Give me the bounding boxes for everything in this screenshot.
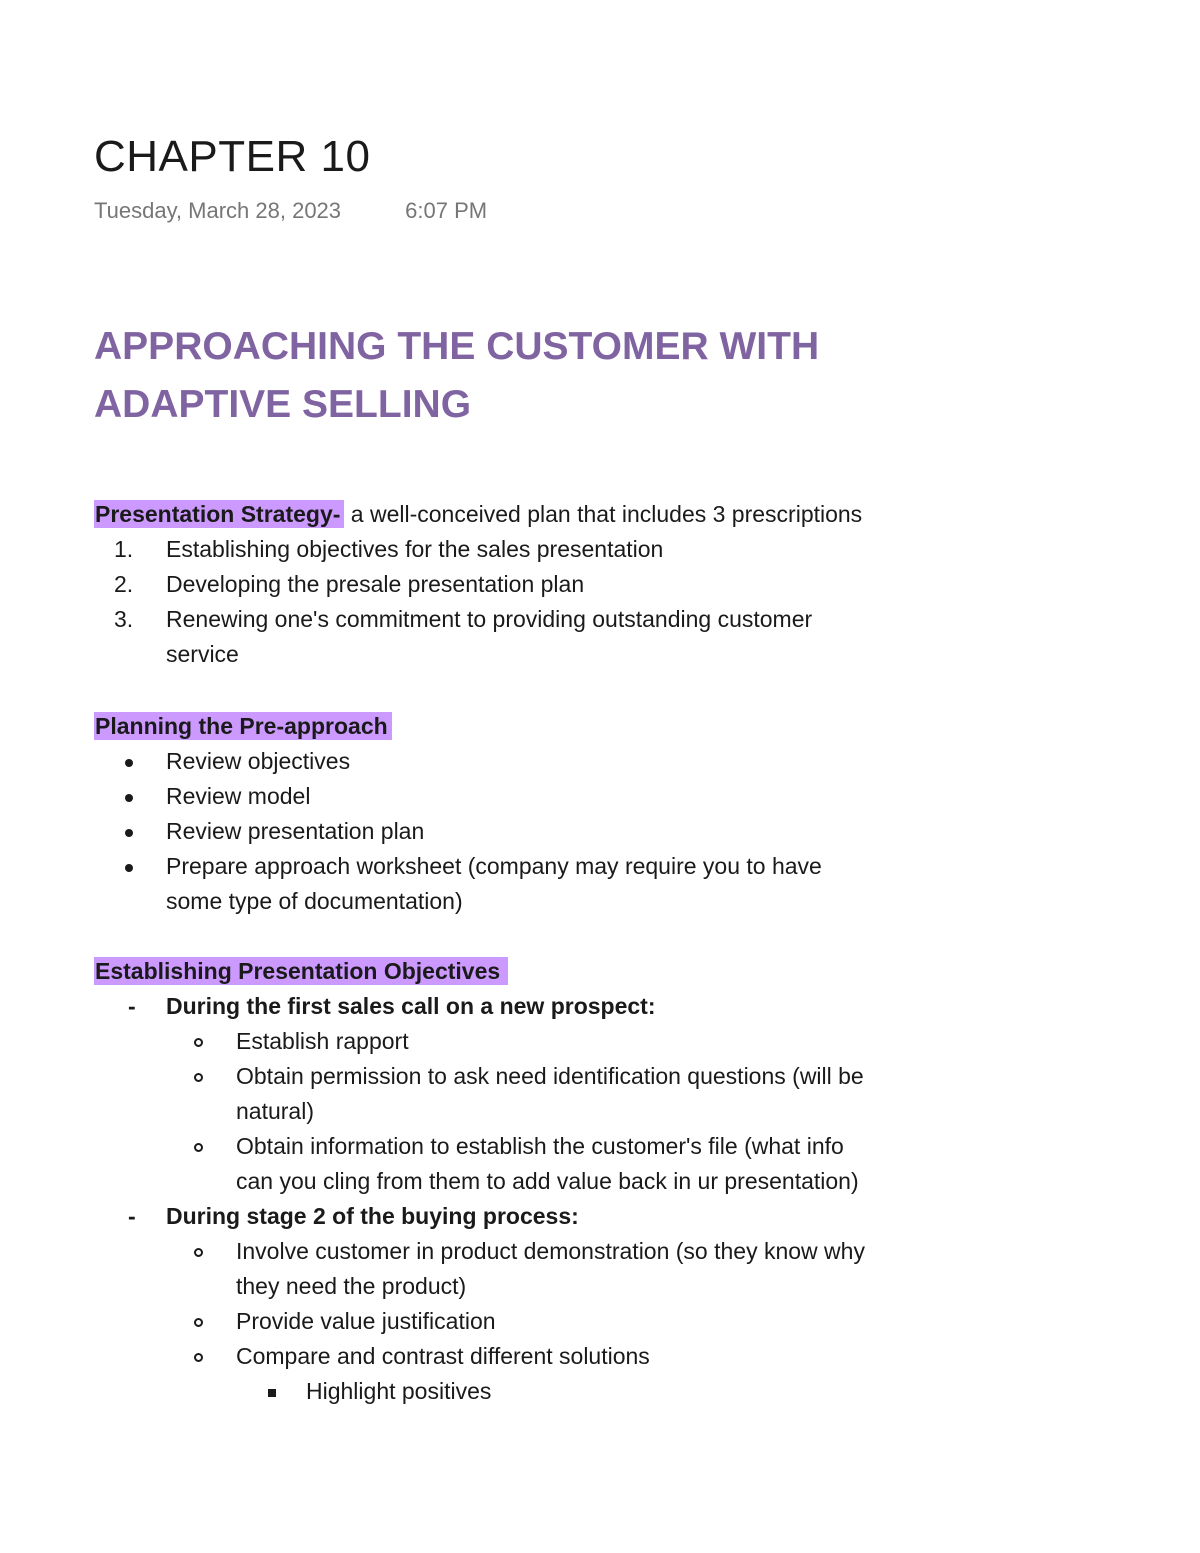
- square-bullet-icon: [268, 1374, 276, 1409]
- list-item-text: Developing the presale presentation plan: [166, 571, 585, 597]
- list-item-text: Highlight positives: [306, 1378, 492, 1404]
- list-item: [94, 1129, 994, 1164]
- objectives-term: Establishing Presentation Objectives: [94, 957, 508, 985]
- circle-bullet-icon: [194, 1304, 203, 1339]
- list-item-text: Review model: [166, 783, 311, 809]
- bullet-icon: [125, 814, 133, 849]
- list-item: [94, 1024, 994, 1059]
- list-item-continuation: [94, 1269, 994, 1304]
- list-item-text: Compare and contrast different solutions: [236, 1343, 650, 1369]
- list-item-text: Obtain permission to ask need identification questions (will be: [236, 1063, 864, 1089]
- list-item-text: Establishing objectives for the sales presentation: [166, 536, 664, 562]
- list-item: [94, 849, 994, 884]
- list-item: [94, 567, 994, 602]
- list-item-text: Review presentation plan: [166, 818, 425, 844]
- list-item-text: they need the product): [236, 1273, 467, 1299]
- circle-bullet-icon: [194, 1059, 203, 1094]
- circle-bullet-icon: [194, 1129, 203, 1164]
- list-item-continuation: [94, 1094, 994, 1129]
- pre-approach-heading: [94, 709, 994, 744]
- list-item: [94, 1059, 994, 1094]
- list-number: 3.: [114, 606, 134, 632]
- list-item-text: Review objectives: [166, 748, 351, 774]
- bullet-icon: [125, 779, 133, 814]
- page-date: Tuesday, March 28, 2023: [94, 198, 342, 223]
- bullet-icon: [125, 744, 133, 779]
- list-item-text: some type of documentation): [166, 888, 463, 914]
- list-item: [94, 532, 994, 567]
- list-item-text: Provide value justification: [236, 1308, 496, 1334]
- list-item: [94, 602, 994, 637]
- page-meta: [94, 198, 487, 224]
- group-label-text: During stage 2 of the buying process:: [166, 1203, 579, 1229]
- list-item-text: Establish rapport: [236, 1028, 409, 1054]
- page-title: CHAPTER 10: [94, 132, 371, 181]
- list-item-text: Prepare approach worksheet (company may require you to have: [166, 853, 822, 879]
- presentation-strategy-section: [94, 497, 994, 672]
- list-item: [94, 779, 994, 814]
- objectives-group-label: [94, 989, 994, 1024]
- list-item: [94, 1234, 994, 1269]
- pre-approach-term: Planning the Pre-approach: [94, 712, 392, 740]
- list-item-text: natural): [236, 1098, 314, 1124]
- list-item: [94, 814, 994, 849]
- circle-bullet-icon: [194, 1024, 203, 1059]
- list-item-text: Obtain information to establish the customer's file (what info: [236, 1133, 844, 1159]
- list-item-text: Renewing one's commitment to providing outstanding customer: [166, 606, 813, 632]
- list-item: [94, 1304, 994, 1339]
- list-item: [94, 744, 994, 779]
- pre-approach-section: [94, 709, 994, 919]
- circle-bullet-icon: [194, 1234, 203, 1269]
- presentation-strategy-definition: [94, 497, 994, 532]
- list-item: [94, 1339, 994, 1374]
- presentation-strategy-text: a well-conceived plan that includes 3 prescriptions: [344, 501, 863, 527]
- objectives-group-label: [94, 1199, 994, 1234]
- circle-bullet-icon: [194, 1339, 203, 1374]
- list-item-text: service: [166, 641, 239, 667]
- list-item-text: Involve customer in product demonstration (so they know why: [236, 1238, 865, 1264]
- bullet-icon: [125, 849, 133, 884]
- presentation-strategy-term: Presentation Strategy-: [94, 500, 344, 528]
- list-item-text: can you cling from them to add value back in ur presentation): [236, 1168, 859, 1194]
- list-item-continuation: [94, 884, 994, 919]
- dash-marker: -: [128, 993, 136, 1019]
- section-heading-line1: APPROACHING THE CUSTOMER WITH: [94, 325, 820, 368]
- objectives-section: [94, 954, 994, 1409]
- section-heading: [94, 318, 994, 434]
- list-number: 1.: [114, 536, 134, 562]
- objectives-heading: [94, 954, 994, 989]
- dash-marker: -: [128, 1203, 136, 1229]
- list-subitem: [94, 1374, 994, 1409]
- list-number: 2.: [114, 571, 134, 597]
- list-item-continuation: [94, 637, 994, 672]
- page-time: 6:07 PM: [405, 198, 488, 223]
- group-label-text: During the first sales call on a new prospect:: [166, 993, 656, 1019]
- list-item-continuation: [94, 1164, 994, 1199]
- section-heading-line2: ADAPTIVE SELLING: [94, 383, 472, 426]
